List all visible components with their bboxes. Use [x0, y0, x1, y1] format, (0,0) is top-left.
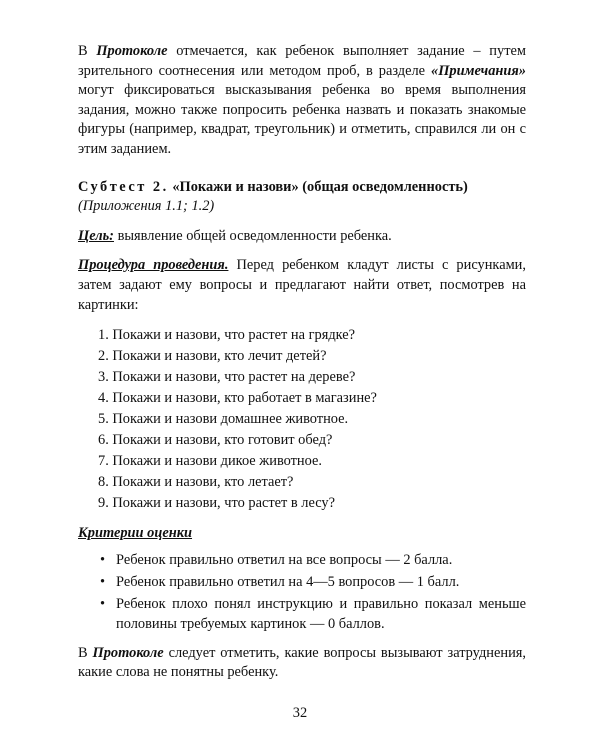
questions-list [78, 325, 526, 514]
criteria-item: • Ребенок правильно ответил на все вопросы — 2 балла. [100, 551, 453, 568]
bullet-icon: • [100, 551, 106, 568]
list-item: 4. Покажи и назови, кто работает в магазине? [98, 390, 377, 407]
criteria-list [78, 550, 526, 634]
subtest-heading [78, 178, 526, 198]
subtest-appendix: (Приложения 1.1; 1.2) [78, 198, 215, 215]
list-item: 8. Покажи и назови, кто летает? [98, 474, 294, 491]
bullet-icon: • [100, 573, 106, 590]
criteria-item: • Ребенок правильно ответил на 4—5 вопросов — 1 балл. [100, 573, 460, 590]
goal-label: Цель: [78, 227, 114, 244]
subtest-title: «Покажи и назови» (общая осведомленность) [168, 178, 468, 195]
list-item: 1. Покажи и назови, что растет на грядке? [98, 327, 356, 344]
subtest-label: Субтест 2. [78, 178, 169, 195]
intro-paragraph: В Протоколе отмечается, как ребенок выполняет задание – путем зрительного соотнесения или методом проб, в разделе «Примечания» могут фиксироваться высказывания ребенка во время выполнения задания, можно также попросить ребенка назвать и показать знакомые фигуры (например, квадрат, треугольник) и отметить, справился ли он с этим заданием. [78, 43, 526, 157]
procedure-label: Процедура проведения. [78, 257, 229, 274]
page-content [78, 38, 526, 683]
list-item: 6. Покажи и назови, кто готовит обед? [98, 432, 333, 449]
protocol-term: Протоколе [96, 43, 168, 59]
criteria-heading: Критерии оценки [78, 525, 193, 542]
list-item: 5. Покажи и назови домашнее животное. [98, 411, 349, 428]
list-item: 7. Покажи и назови дикое животное. [98, 453, 322, 470]
list-item: 2. Покажи и назови, кто лечит детей? [98, 348, 327, 365]
final-paragraph: В Протоколе следует отметить, какие вопросы вызывают затруднения, какие слова не понятны ребенку. [78, 644, 526, 681]
bullet-icon: • [100, 595, 106, 612]
notes-term: «Примечания» [431, 62, 526, 79]
page-number: 32 [292, 705, 308, 721]
procedure-paragraph: Процедура проведения. Перед ребенком кладут листы с рисунками, затем задают ему вопросы и предлагают найти ответ, посмотрев на картинки: [78, 257, 526, 313]
criteria-item: • Ребенок плохо понял инструкцию и правильно показал меньше половины требуемых картинок — 0 баллов. [100, 595, 526, 632]
protocol-term: Протоколе [92, 644, 164, 661]
list-item: 9. Покажи и назови, что растет в лесу? [98, 495, 336, 512]
list-item: 3. Покажи и назови, что растет на дереве? [98, 369, 356, 386]
goal-paragraph: Цель: выявление общей осведомленности ребенка. [78, 227, 392, 244]
